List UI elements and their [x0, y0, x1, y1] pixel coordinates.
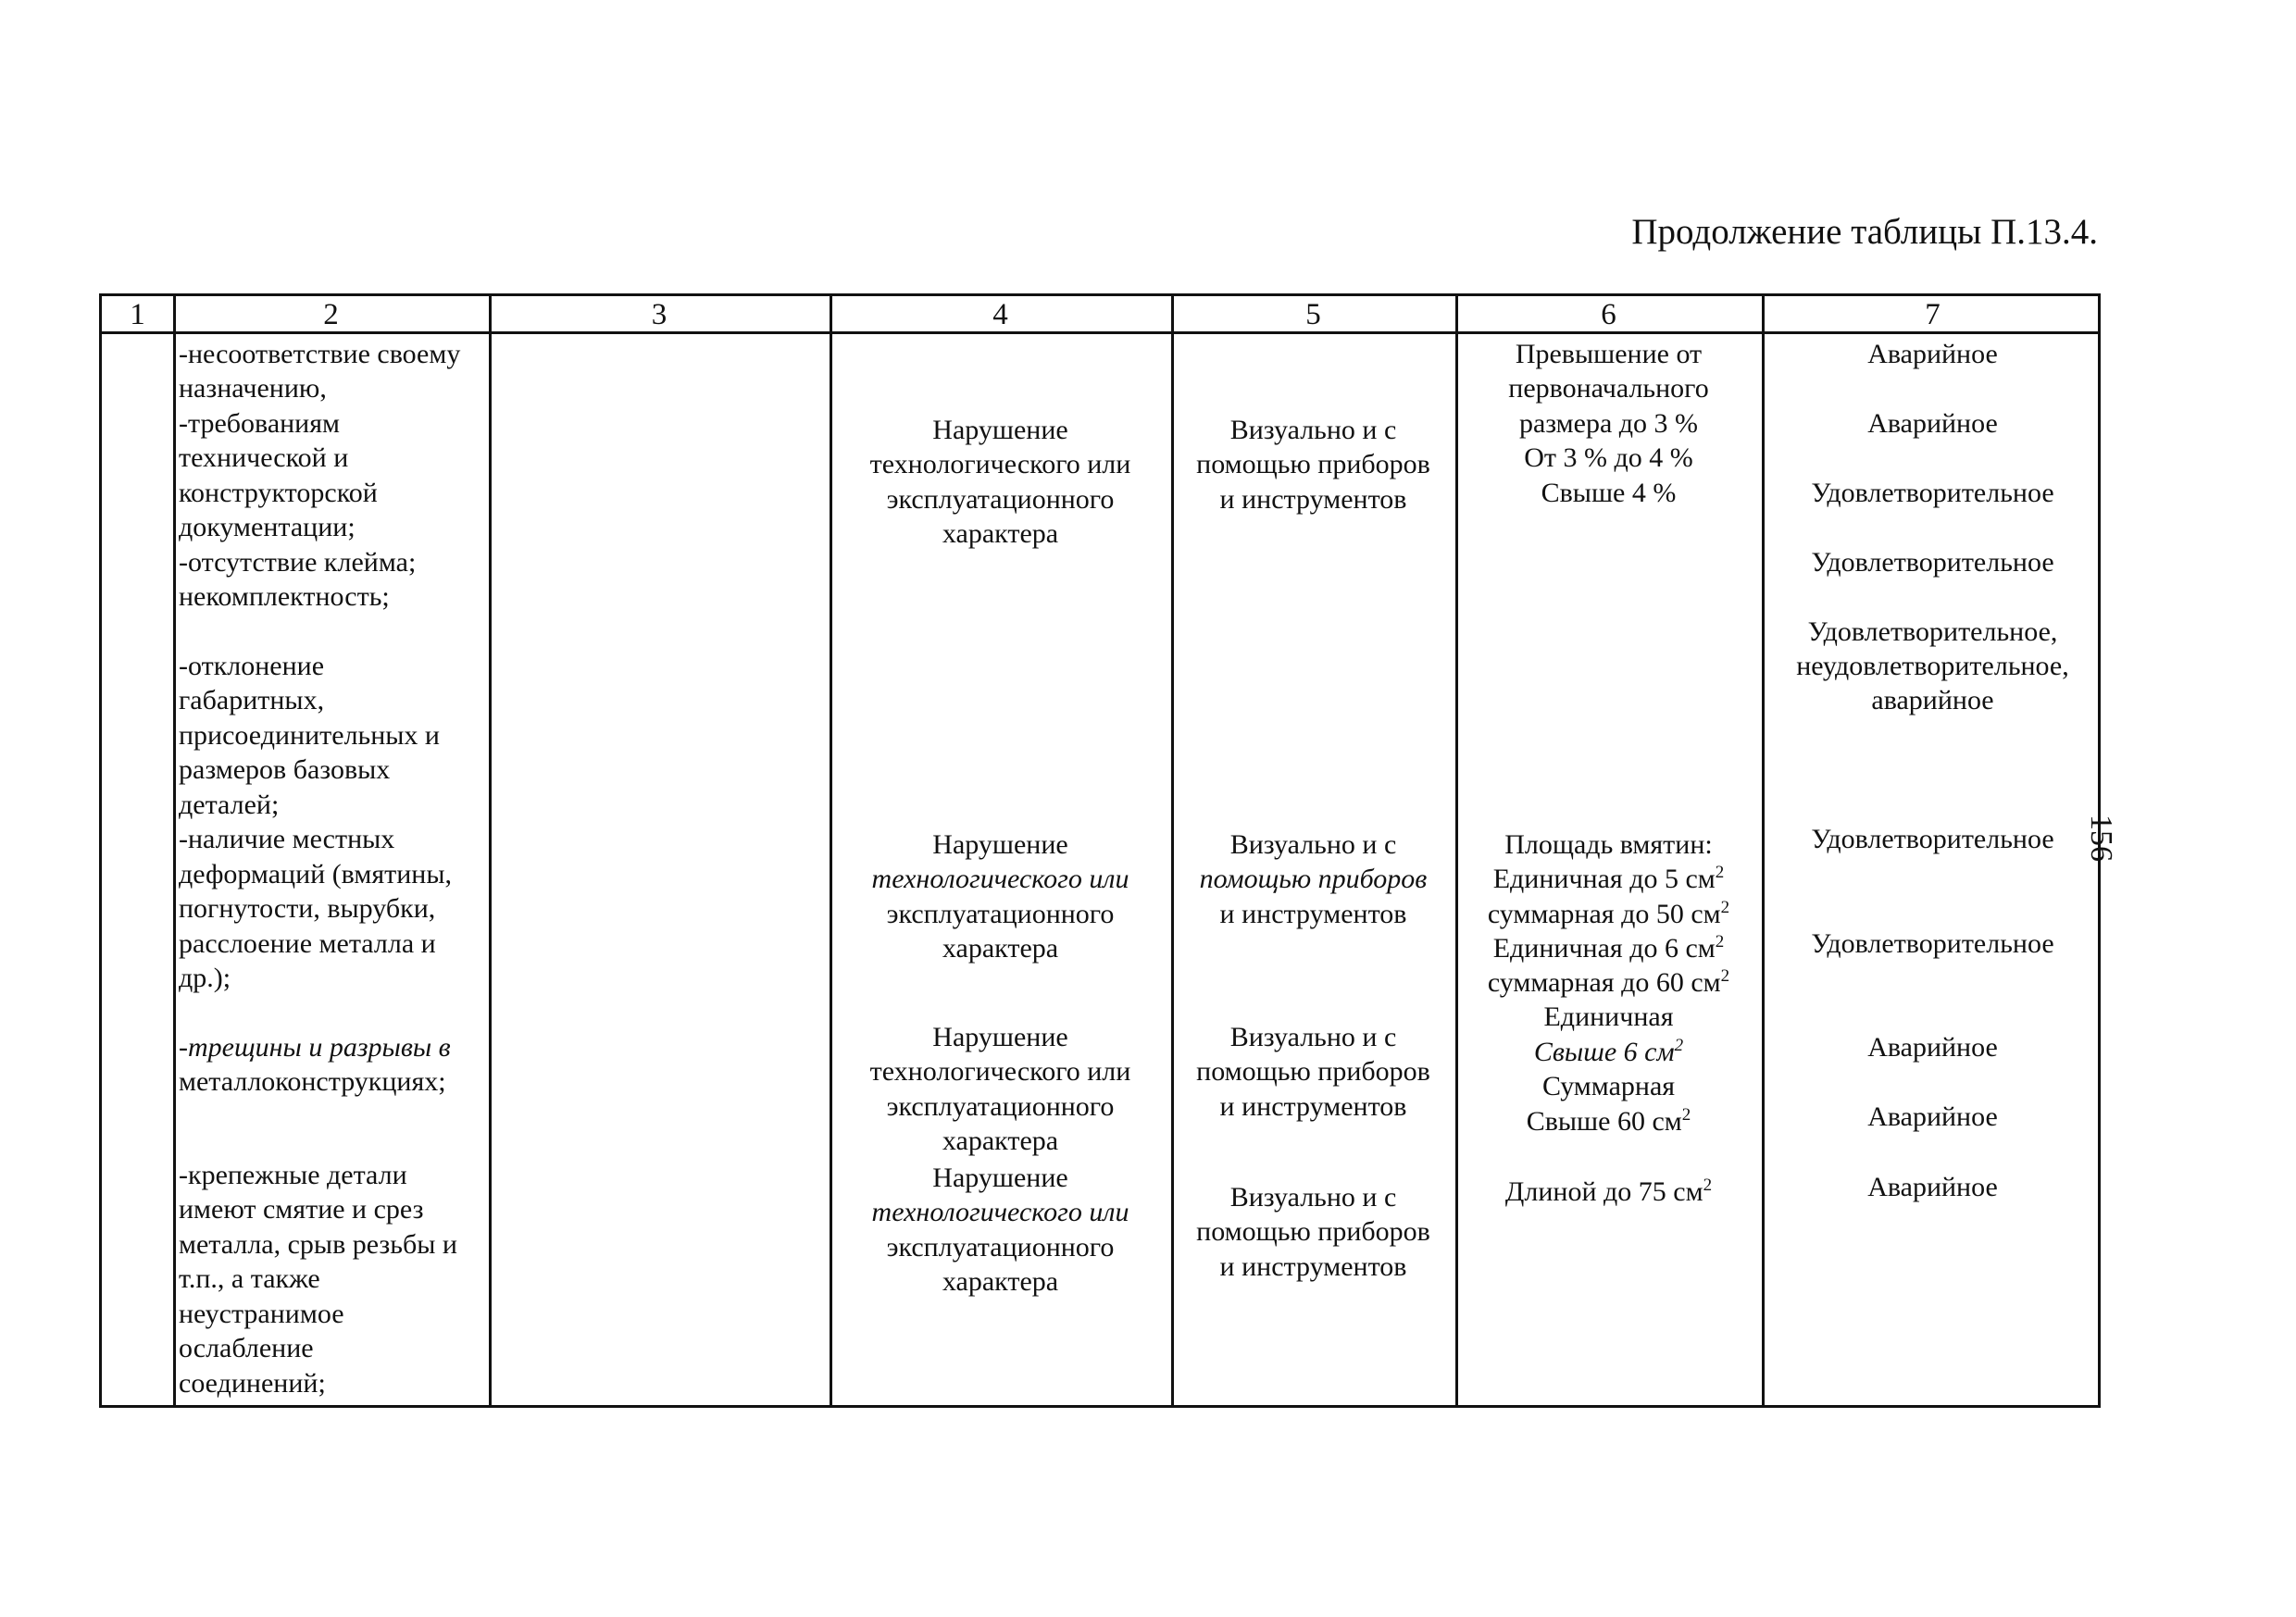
column-divider: [489, 296, 492, 1405]
defect-line: соединений;: [179, 1368, 326, 1399]
criterion-line: Свыше 4 %: [1541, 478, 1677, 508]
criterion-line: размера до 3 %: [1518, 408, 1699, 439]
method-line: помощью приборов: [1199, 864, 1428, 894]
criterion-line: первоначального: [1508, 373, 1709, 404]
method-line: и инструментов: [1219, 1251, 1407, 1282]
condition-line: Аварийное: [1867, 1172, 1998, 1202]
cause-line: технологического или: [871, 864, 1129, 894]
cause-line: характера: [942, 1266, 1059, 1297]
defect-line: размеров базовых: [179, 754, 391, 785]
defect-line: деформаций (вмятины,: [179, 859, 452, 889]
condition-line: Аварийное: [1867, 339, 1998, 369]
defect-line: расслоение металла и: [179, 928, 436, 959]
cause-line: характера: [942, 1126, 1059, 1156]
cause-line: Нарушение: [932, 1022, 1068, 1052]
criterion-line: Единичная: [1543, 1001, 1674, 1032]
defect-line: некомплектность;: [179, 581, 390, 612]
method-line: Визуально и с: [1229, 415, 1397, 445]
cause-line: эксплуатационного: [886, 1091, 1115, 1122]
defect-line: -наличие местных: [179, 824, 395, 854]
criterion-line: Суммарная: [1541, 1071, 1676, 1101]
cause-line: эксплуатационного: [886, 1232, 1115, 1263]
column-divider: [173, 296, 176, 1405]
column-header: 6: [1601, 298, 1616, 331]
defect-line: металла, срыв резьбы и: [179, 1229, 457, 1260]
defect-line: -отклонение: [179, 651, 325, 681]
defect-line: конструкторской: [179, 478, 378, 508]
criterion-line: Площадь вмятин:: [1504, 829, 1713, 860]
defect-line: -несоответствие своему: [179, 339, 461, 369]
column-header: 5: [1305, 298, 1321, 331]
defect-line: неустранимое: [179, 1299, 344, 1329]
criterion-line: Длиной до 75 $см^2$: [1504, 1175, 1713, 1207]
defect-line: деталей;: [179, 790, 280, 820]
condition-line: неудовлетворительное,: [1796, 651, 2069, 681]
cause-line: эксплуатационного: [886, 899, 1115, 929]
defect-line: назначению,: [179, 373, 327, 404]
condition-line: Удовлетворительное,: [1807, 616, 2058, 647]
cause-line: эксплуатационного: [886, 484, 1115, 515]
criterion-line: Свыше 6 $см^2$: [1533, 1036, 1684, 1067]
defect-line: имеют смятие и срез: [179, 1194, 424, 1225]
column-header: 1: [130, 298, 145, 331]
defect-line: -крепежные детали: [179, 1160, 407, 1190]
criterion-line: суммарная до 60 $см^2$: [1487, 966, 1730, 998]
cause-line: Нарушение: [932, 1163, 1068, 1193]
condition-line: аварийное: [1871, 685, 1994, 715]
criterion-line: Единичная до 5 $см^2$: [1492, 863, 1725, 894]
defect-line: -требованиям: [179, 408, 341, 439]
table-caption: Продолжение таблицы П.13.4.: [1631, 212, 2098, 252]
column-header: 4: [992, 298, 1008, 331]
method-line: и инструментов: [1219, 899, 1407, 929]
cause-line: Нарушение: [932, 415, 1068, 445]
method-line: Визуально и с: [1229, 829, 1397, 860]
method-line: помощью приборов: [1196, 1216, 1430, 1247]
condition-line: Аварийное: [1867, 1101, 1998, 1132]
condition-line: Удовлетворительное: [1811, 928, 2054, 959]
criterion-line: Единичная до 6 $см^2$: [1492, 932, 1725, 964]
cause-line: характера: [942, 933, 1059, 964]
condition-line: Удовлетворительное: [1811, 824, 2054, 854]
criterion-line: От 3 % до 4 %: [1524, 442, 1693, 473]
defect-line: габаритных,: [179, 685, 325, 715]
method-line: Визуально и с: [1229, 1022, 1397, 1052]
condition-line: Аварийное: [1867, 408, 1998, 439]
defect-line: технической и: [179, 442, 349, 473]
column-header: 2: [323, 298, 339, 331]
method-line: и инструментов: [1219, 1091, 1407, 1122]
defect-line: металлоконструкциях;: [179, 1066, 446, 1097]
defect-line: присоединительных и: [179, 720, 440, 751]
page-number: 156: [2084, 815, 2118, 862]
criterion-line: Свыше 60 $см^2$: [1526, 1105, 1691, 1137]
defect-line: -трещины и разрывы в: [179, 1032, 451, 1063]
defect-line: документации;: [179, 512, 356, 542]
method-line: помощью приборов: [1196, 1056, 1430, 1087]
cause-line: технологического или: [869, 449, 1131, 479]
cause-line: технологического или: [871, 1197, 1129, 1227]
criterion-line: суммарная до 50 $см^2$: [1487, 898, 1730, 929]
defect-line: -отсутствие клейма;: [179, 547, 417, 578]
column-header: 7: [1925, 298, 1940, 331]
cause-line: технологического или: [869, 1056, 1131, 1087]
cause-line: характера: [942, 518, 1059, 549]
defect-line: др.);: [179, 963, 231, 993]
method-line: Визуально и с: [1229, 1182, 1397, 1213]
inspection-table: [99, 293, 2101, 1408]
method-line: и инструментов: [1219, 484, 1407, 515]
defect-line: т.п., а также: [179, 1263, 320, 1294]
defect-line: погнутости, вырубки,: [179, 893, 436, 924]
header-divider: [102, 331, 2098, 334]
condition-line: Аварийное: [1867, 1032, 1998, 1063]
criterion-line: Превышение от: [1515, 339, 1703, 369]
column-header: 3: [651, 298, 668, 331]
condition-line: Удовлетворительное: [1811, 547, 2054, 578]
method-line: помощью приборов: [1196, 449, 1430, 479]
condition-line: Удовлетворительное: [1811, 478, 2054, 508]
defect-line: ослабление: [179, 1333, 314, 1363]
cause-line: Нарушение: [932, 829, 1068, 860]
